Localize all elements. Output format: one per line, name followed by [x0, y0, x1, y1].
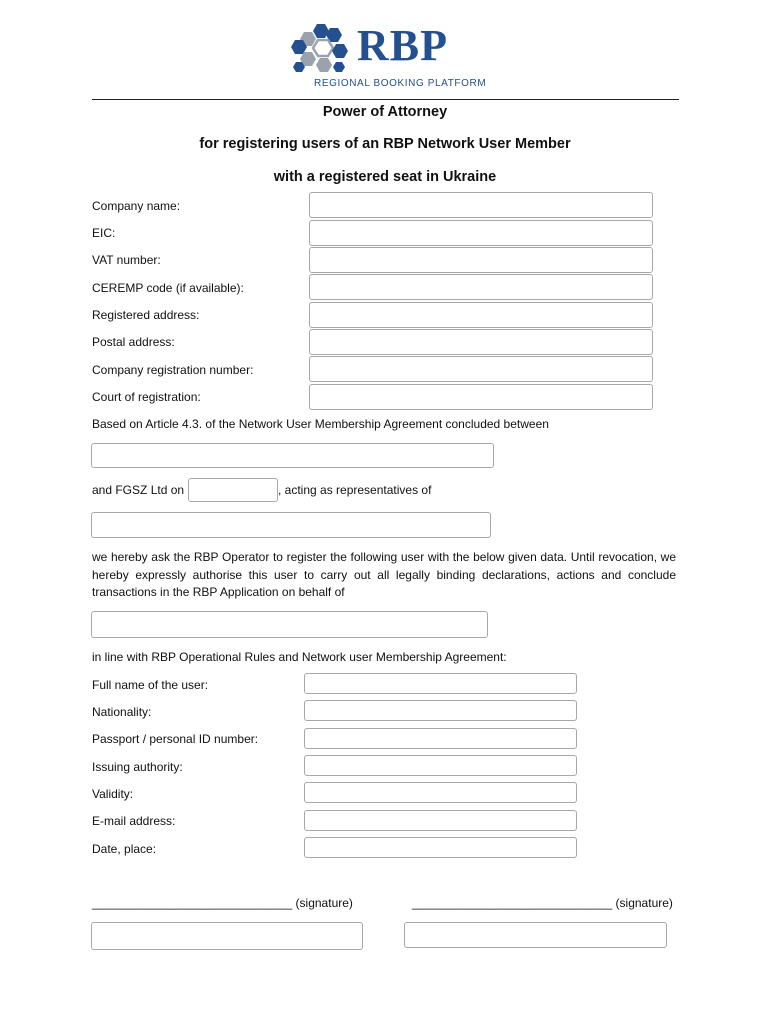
- registration-number-label: Company registration number:: [92, 363, 254, 377]
- vat-field[interactable]: [309, 247, 653, 273]
- validity-field[interactable]: [304, 782, 577, 803]
- signatory-name-right-field[interactable]: [404, 922, 667, 948]
- hexagon-cluster-icon: [290, 22, 360, 82]
- validity-label: Validity:: [92, 787, 134, 801]
- issuing-authority-label: Issuing authority:: [92, 760, 183, 774]
- email-field[interactable]: [304, 810, 577, 831]
- ceremp-field[interactable]: [309, 274, 653, 300]
- company-name-field[interactable]: [309, 192, 653, 218]
- date-place-field[interactable]: [304, 837, 577, 858]
- agreement-date-field[interactable]: [188, 478, 278, 502]
- representatives-of-field[interactable]: [91, 512, 491, 538]
- vat-label: VAT number:: [92, 253, 161, 267]
- full-name-label: Full name of the user:: [92, 678, 209, 692]
- header-divider: [92, 99, 679, 100]
- signature-line-right: ______________________________ (signature): [412, 896, 673, 910]
- postal-address-label: Postal address:: [92, 335, 175, 349]
- court-field[interactable]: [309, 384, 653, 410]
- full-name-field[interactable]: [304, 673, 577, 694]
- nationality-field[interactable]: [304, 700, 577, 721]
- registration-number-field[interactable]: [309, 356, 653, 382]
- fgsz-suffix: , acting as representatives of: [278, 483, 432, 497]
- on-behalf-of-field[interactable]: [91, 611, 488, 638]
- fgsz-prefix: and FGSZ Ltd on: [92, 483, 185, 497]
- email-label: E-mail address:: [92, 814, 176, 828]
- issuing-authority-field[interactable]: [304, 755, 577, 776]
- logo-subtitle: REGIONAL BOOKING PLATFORM: [314, 78, 487, 89]
- postal-address-field[interactable]: [309, 329, 653, 355]
- registered-address-field[interactable]: [309, 302, 653, 328]
- registered-address-label: Registered address:: [92, 308, 200, 322]
- rules-text: in line with RBP Operational Rules and Network user Membership Agreement:: [92, 650, 507, 664]
- document-title: Power of Attorney: [322, 104, 448, 120]
- ceremp-label: CEREMP code (if available):: [92, 281, 244, 295]
- company-name-label: Company name:: [92, 199, 181, 213]
- logo-brand: RBP: [357, 21, 448, 70]
- nationality-label: Nationality:: [92, 705, 152, 719]
- eic-label: EIC:: [92, 226, 116, 240]
- passport-label: Passport / personal ID number:: [92, 732, 259, 746]
- rbp-logo: [290, 18, 490, 94]
- passport-field[interactable]: [304, 728, 577, 749]
- signatory-name-left-field[interactable]: [91, 922, 363, 950]
- document-subtitle-1: for registering users of an RBP Network User Member: [199, 136, 571, 152]
- agreement-text: Based on Article 4.3. of the Network User Membership Agreement concluded between: [92, 417, 549, 431]
- signature-line-left: ______________________________ (signature): [92, 896, 353, 910]
- court-label: Court of registration:: [92, 390, 201, 404]
- document-subtitle-2: with a registered seat in Ukraine: [273, 169, 497, 185]
- eic-field[interactable]: [309, 220, 653, 246]
- date-place-label: Date, place:: [92, 842, 157, 856]
- member-name-field[interactable]: [91, 443, 494, 468]
- request-paragraph: we hereby ask the RBP Operator to register the following user with the below given data. Until revocation, we hereby expressly authorise this user to carry out all legally binding declarations, actions and conclude transactions in the RBP Application on behalf of: [92, 550, 676, 599]
